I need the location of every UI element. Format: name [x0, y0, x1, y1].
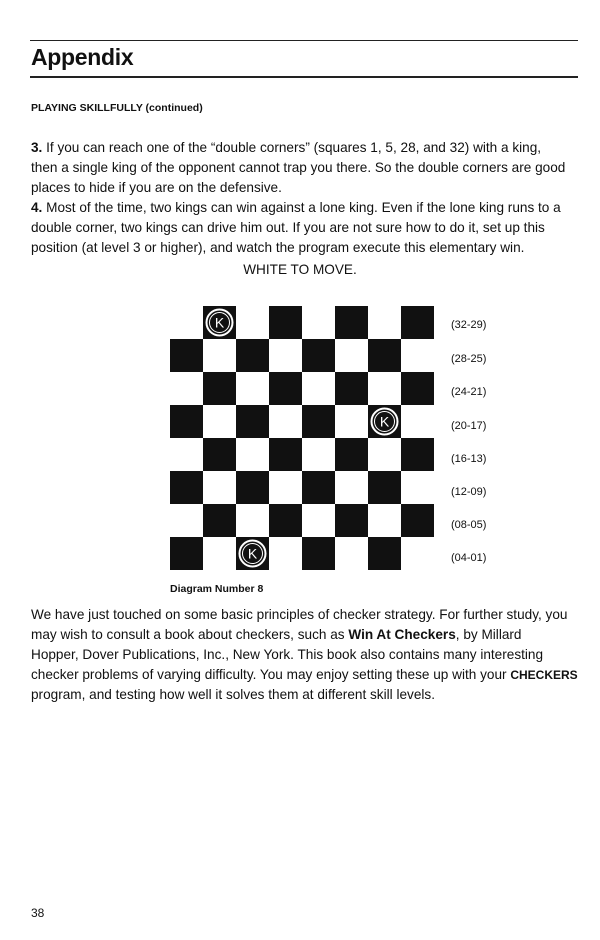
- light-square: [203, 339, 236, 372]
- diagram-caption: Diagram Number 8: [170, 583, 264, 595]
- light-square: [368, 306, 401, 339]
- light-square: [335, 339, 368, 372]
- rank-label: (12-09): [451, 486, 487, 498]
- text-line: places to hide if you are on the defensive.: [31, 180, 282, 195]
- text-line: We have just touched on some basic principles of checker strategy. For further study, you: [31, 607, 568, 622]
- light-square: [236, 438, 269, 471]
- rank-label: (28-25): [451, 353, 487, 365]
- dark-square: [401, 504, 434, 537]
- light-square: [401, 471, 434, 504]
- light-square: [302, 306, 335, 339]
- dark-square: [302, 405, 335, 438]
- checkerboard: [170, 306, 434, 570]
- text-line: 4. Most of the time, two kings can win against a lone king. Even if the lone king runs to a: [31, 200, 561, 215]
- light-square: [302, 438, 335, 471]
- text-line: Hopper, Dover Publications, Inc., New York. This book also contains many interesting: [31, 647, 544, 662]
- text-line: then a single king of the opponent cannot trap you there. So the double corners are good: [31, 160, 566, 175]
- light-square: [203, 405, 236, 438]
- light-square: [269, 537, 302, 570]
- dark-square: [170, 537, 203, 570]
- further-study-paragraph: [31, 605, 576, 705]
- light-square: [203, 471, 236, 504]
- dark-square: [269, 306, 302, 339]
- book-title: Win At Checkers: [348, 627, 456, 642]
- text-line: position (at level 3 or higher), and watch the program execute this elementary win.: [31, 240, 525, 255]
- light-square: [170, 504, 203, 537]
- dark-square: [203, 438, 236, 471]
- dark-square: [203, 372, 236, 405]
- dark-square: [335, 372, 368, 405]
- light-square: [236, 504, 269, 537]
- dark-square: [170, 405, 203, 438]
- light-square: [368, 372, 401, 405]
- light-square: [368, 504, 401, 537]
- light-square: [335, 537, 368, 570]
- dark-square: [170, 339, 203, 372]
- rank-label: (32-29): [451, 319, 487, 331]
- light-square: [401, 405, 434, 438]
- light-square: [170, 372, 203, 405]
- dark-square: [401, 372, 434, 405]
- king-label: K: [247, 545, 258, 562]
- light-square: [269, 405, 302, 438]
- dark-square: [401, 438, 434, 471]
- dark-square: [269, 504, 302, 537]
- dark-square: [335, 504, 368, 537]
- dark-square: [335, 438, 368, 471]
- rank-label: (04-01): [451, 552, 487, 564]
- text-line: checker problems of varying difficulty. You may enjoy setting these up with your CHECKERS: [31, 667, 578, 682]
- dark-square: [269, 438, 302, 471]
- light-square: [302, 372, 335, 405]
- light-square: [368, 438, 401, 471]
- dark-square: [236, 405, 269, 438]
- light-square: [335, 471, 368, 504]
- light-square: [302, 504, 335, 537]
- text-line: double corner, two kings can drive him out. If you are not sure how to do it, set up this: [31, 220, 545, 235]
- text-line: 3. If you can reach one of the “double corners” (squares 1, 5, 28, and 32) with a king,: [31, 140, 542, 155]
- dark-square: [335, 306, 368, 339]
- light-square: [236, 372, 269, 405]
- text-line: may wish to consult a book about checkers, such as Win At Checkers, by Millard: [31, 627, 522, 642]
- dark-square: [368, 339, 401, 372]
- light-square: [203, 537, 236, 570]
- dark-square: [302, 537, 335, 570]
- light-square: [269, 339, 302, 372]
- king-piece-icon: [372, 409, 398, 435]
- diagram-title: WHITE TO MOVE.: [243, 262, 357, 277]
- page-number: 38: [31, 906, 45, 920]
- page-heading: Appendix: [31, 44, 134, 70]
- light-square: [335, 405, 368, 438]
- dark-square: [170, 471, 203, 504]
- king-label: K: [214, 314, 225, 331]
- dark-square: [401, 306, 434, 339]
- text-line: program, and testing how well it solves them at different skill levels.: [31, 687, 435, 702]
- top-rule: [30, 40, 578, 41]
- light-square: [269, 471, 302, 504]
- dark-square: [368, 471, 401, 504]
- light-square: [401, 537, 434, 570]
- dark-square: [236, 471, 269, 504]
- rank-label: (16-13): [451, 453, 487, 465]
- rank-label: (20-17): [451, 420, 487, 432]
- dark-square: [368, 537, 401, 570]
- light-square: [170, 306, 203, 339]
- dark-square: [236, 339, 269, 372]
- dark-square: [203, 504, 236, 537]
- section-subheading: PLAYING SKILLFULLY (continued): [31, 102, 203, 114]
- tips-paragraphs: [31, 138, 576, 258]
- king-piece-icon: [207, 310, 233, 336]
- heading-underline: [30, 76, 578, 78]
- rank-label: (08-05): [451, 519, 487, 531]
- dark-square: [302, 339, 335, 372]
- light-square: [170, 438, 203, 471]
- dark-square: [269, 372, 302, 405]
- king-label: K: [379, 413, 390, 430]
- king-piece-icon: [240, 541, 266, 567]
- light-square: [401, 339, 434, 372]
- rank-label: (24-21): [451, 386, 487, 398]
- program-name: CHECKERS: [510, 668, 578, 682]
- light-square: [236, 306, 269, 339]
- dark-square: [302, 471, 335, 504]
